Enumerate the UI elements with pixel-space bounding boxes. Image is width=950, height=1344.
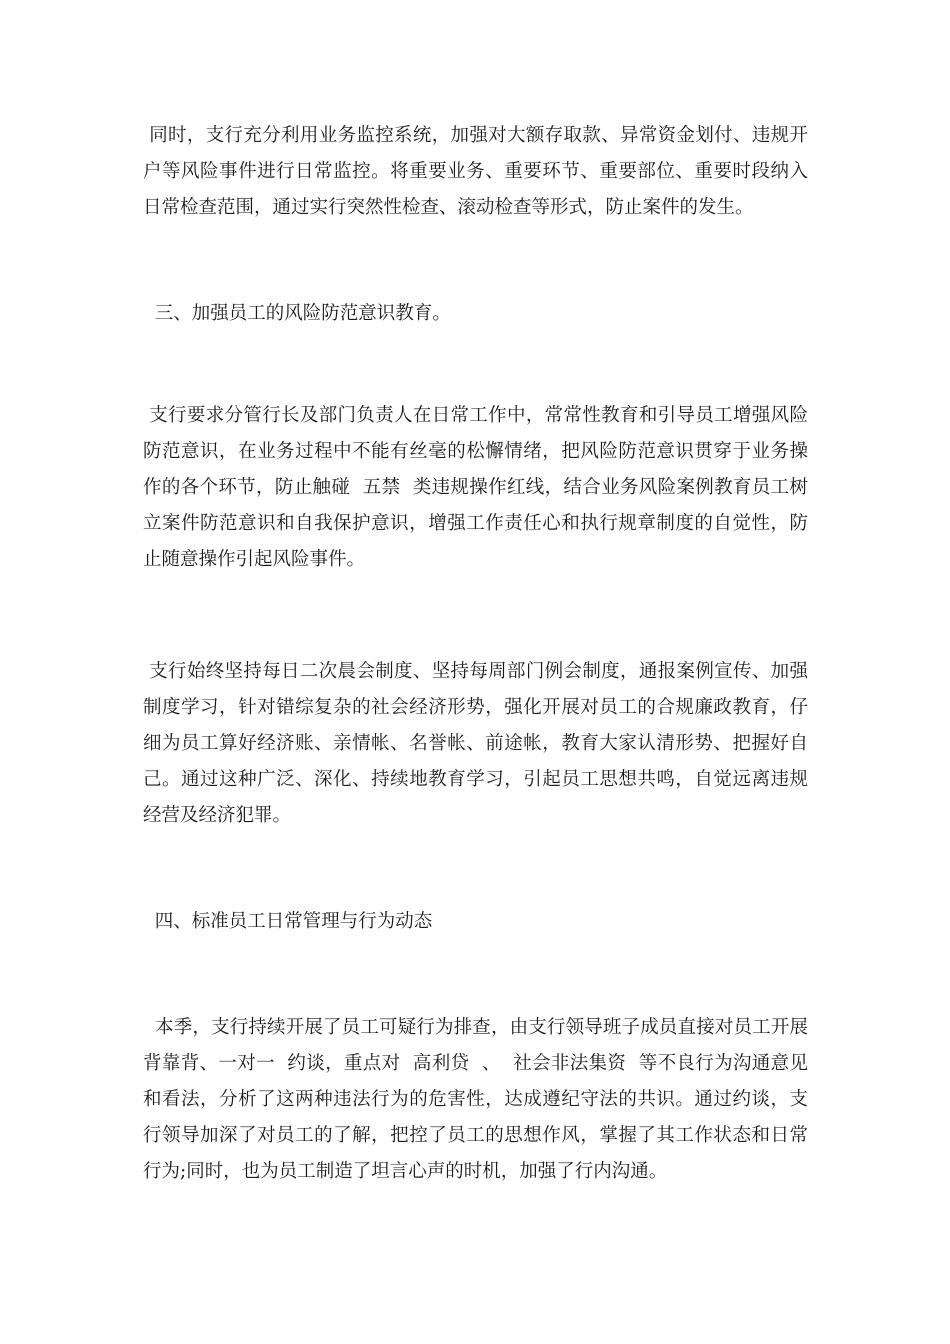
section-heading-4: 四、标准员工日常管理与行为动态 bbox=[143, 911, 433, 932]
paragraph-employee-interviews: 本季，支行持续开展了员工可疑行为排查，由支行领导班子成员直接对员工开展 背靠背、一对一 约谈，重点对 高利贷 、 社会非法集资 等不良行为沟通意见和看法，分析了这两种违法行为的危害性，达成遵纪守法的共识。通过约谈，支行领导加深了对员工的了解，把控了员工的思想作风，掌握了其工作状态和日常行为;同时，也为员工制造了坦言心声的时机，加强了行内沟通。 bbox=[143, 1017, 820, 1182]
section-heading-3: 三、加强员工的风险防范意识教育。 bbox=[143, 303, 451, 324]
paragraph-morning-meetings: 支行始终坚持每日二次晨会制度、坚持每周部门例会制度，通报案例宣传、加强制度学习，针对错综复杂的社会经济形势，强化开展对员工的合规廉政教育，仔细为员工算好经济账、亲情帐、名誉帐、前途帐，教育大家认清形势、把握好自己。通过这种广泛、深化、持续地教育学习，引起员工思想共鸣，自觉远离违规经营及经济犯罪。 bbox=[143, 661, 808, 826]
paragraph-risk-awareness: 支行要求分管行长及部门负责人在日常工作中，常常性教育和引导员工增强风险防范意识，在业务过程中不能有丝毫的松懈情绪，把风险防范意识贯穿于业务操作的各个环节，防止触碰 五禁 类违规操作红线，结合业务风险案例教育员工树立案件防范意识和自我保护意识，增强工作责任心和执行规章制度的自觉性，防止随意操作引起风险事件。 bbox=[143, 405, 808, 570]
paragraph-monitoring: 同时，支行充分利用业务监控系统，加强对大额存取款、异常资金划付、违规开户等风险事件进行日常监控。将重要业务、重要环节、重要部位、重要时段纳入日常检查范围，通过实行突然性检查、滚动检查等形式，防止案件的发生。 bbox=[143, 125, 808, 218]
